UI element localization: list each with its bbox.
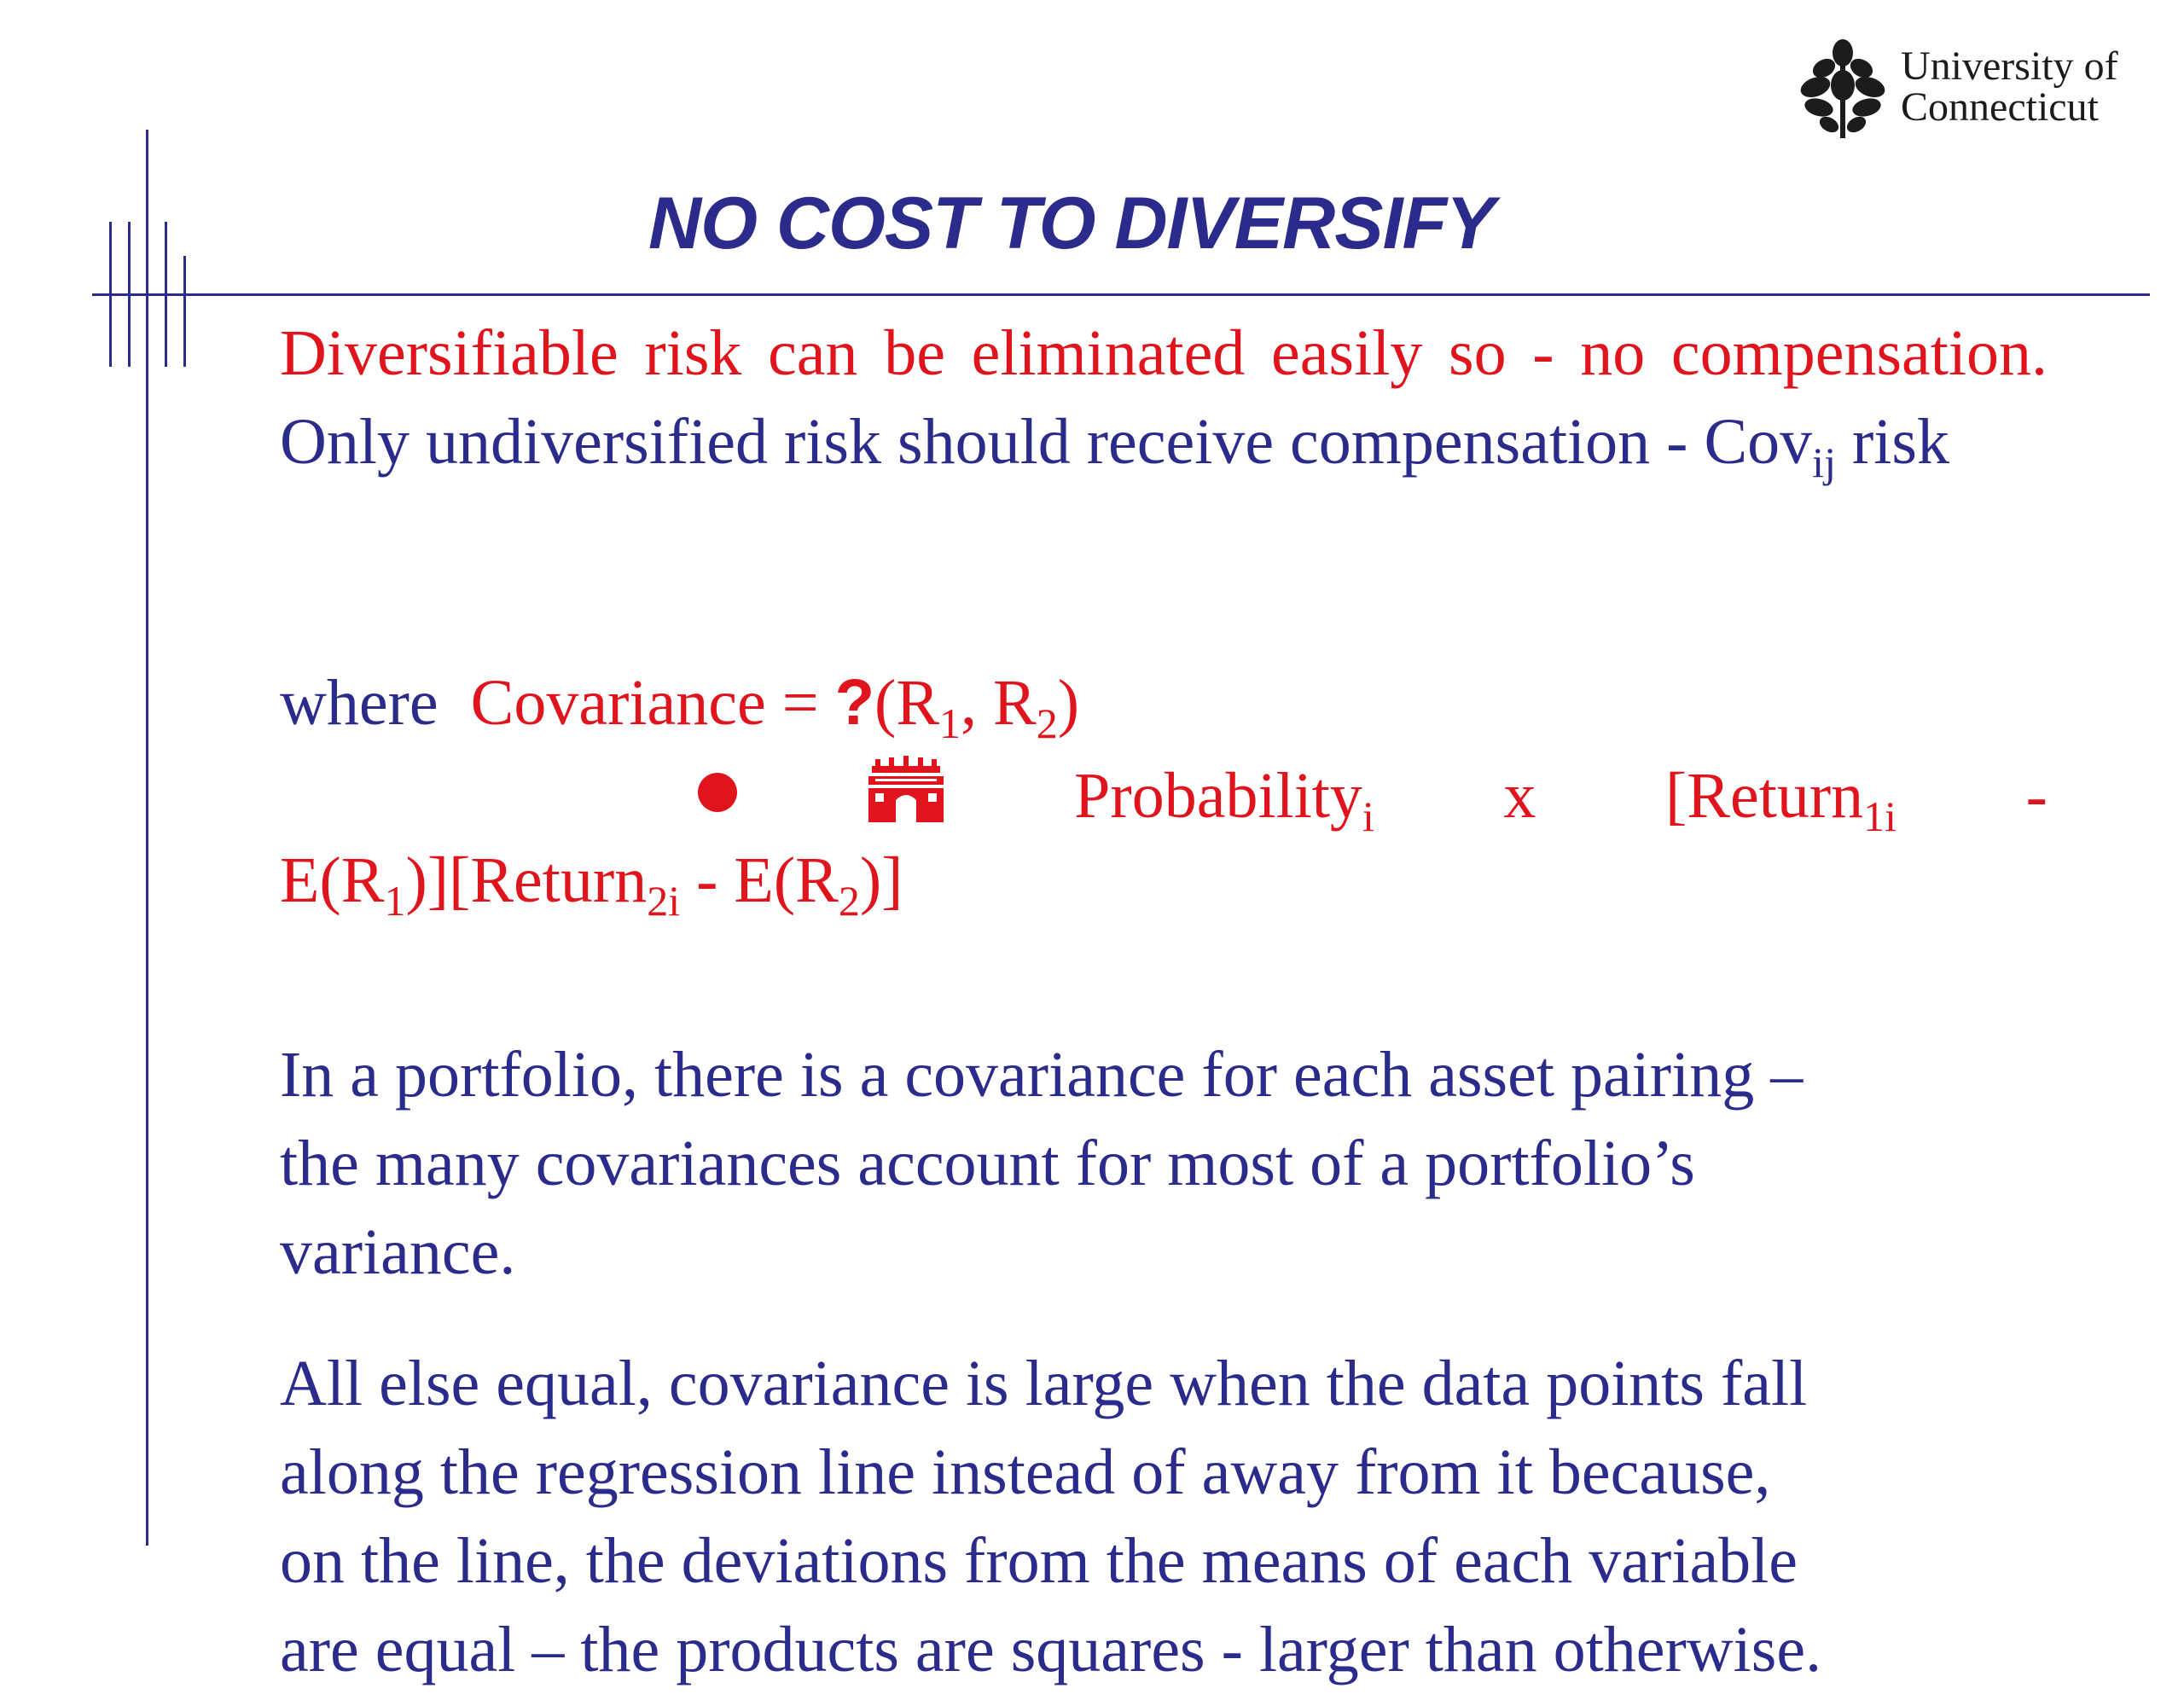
sub-1: 1	[939, 699, 961, 747]
text-line: variance.	[280, 1216, 516, 1288]
args-close: )	[1057, 667, 1080, 739]
expected-r1-open: E(R	[280, 844, 385, 916]
covariance-args	[874, 667, 1080, 747]
text-line: along the regression line instead of away from it because,	[280, 1436, 1771, 1508]
args-open: (R	[874, 667, 940, 739]
decor-vertical-line-main	[146, 130, 148, 1546]
probability-label: Probability	[1074, 760, 1362, 832]
title-underline	[92, 293, 2150, 296]
sub-r1: 1	[384, 877, 406, 925]
return2-label: )][Return	[405, 844, 648, 916]
logo-line-2: Connecticut	[1901, 84, 2099, 130]
sub-2: 2	[1036, 699, 1058, 747]
sub-2i: 2i	[647, 877, 681, 925]
slide-title: NO COST TO DIVERSIFY	[648, 183, 1495, 264]
paragraph-diversifiable-risk	[280, 309, 2048, 486]
sub-i: i	[1362, 792, 1374, 840]
missing-symbol-question-mark: ?	[834, 666, 875, 739]
formula-line-1	[280, 658, 1079, 747]
paragraph-portfolio-covariance	[280, 1030, 2071, 1297]
covariance-label: Covariance =	[470, 667, 819, 739]
return1-term	[1665, 751, 1896, 840]
times-symbol: x	[1503, 760, 1536, 832]
text-line: In a portfolio, there is a covariance for each asset pairing –	[280, 1039, 1804, 1111]
university-logo	[1792, 34, 2150, 145]
sub-1i: 1i	[1863, 792, 1897, 840]
risk-statement-navy: Only undiversified risk should receive compensation - Cov	[280, 406, 1813, 478]
logo-line-1: University of	[1901, 44, 2118, 89]
sub-r2: 2	[838, 877, 860, 925]
args-mid: , R	[961, 667, 1037, 739]
expected-r2-open: - E(R	[680, 844, 839, 916]
cov-subscript: ij	[1812, 438, 1836, 486]
bullet-dot-icon	[698, 773, 737, 812]
decor-vertical-line	[183, 256, 186, 367]
text-line: the many covariances account for most of a portfolio’s	[280, 1128, 1695, 1199]
text-line: are equal – the products are squares - larger than otherwise.	[280, 1614, 1822, 1685]
minus-symbol: -	[2025, 760, 2048, 832]
risk-statement-end: risk	[1835, 406, 1949, 478]
stadium-glyph-icon	[867, 756, 945, 826]
probability-term	[1074, 751, 1374, 840]
text-line: on the line, the deviations from the means of each variable	[280, 1525, 1798, 1597]
oak-leaf-seal-icon	[1792, 34, 1894, 145]
where-label: where	[280, 667, 439, 739]
formula-line-2	[280, 747, 2048, 840]
text-line: All else equal, covariance is large when the data points fall	[280, 1348, 1808, 1419]
risk-statement-red: Diversifiable risk can be eliminated easily so - no compensation.	[280, 317, 2048, 389]
logo-wordmark	[1901, 46, 2157, 128]
return1-label: [Return	[1665, 760, 1864, 832]
formula-close: )]	[859, 844, 903, 916]
formula-line-3	[280, 836, 903, 925]
paragraph-regression-line	[280, 1339, 2071, 1694]
